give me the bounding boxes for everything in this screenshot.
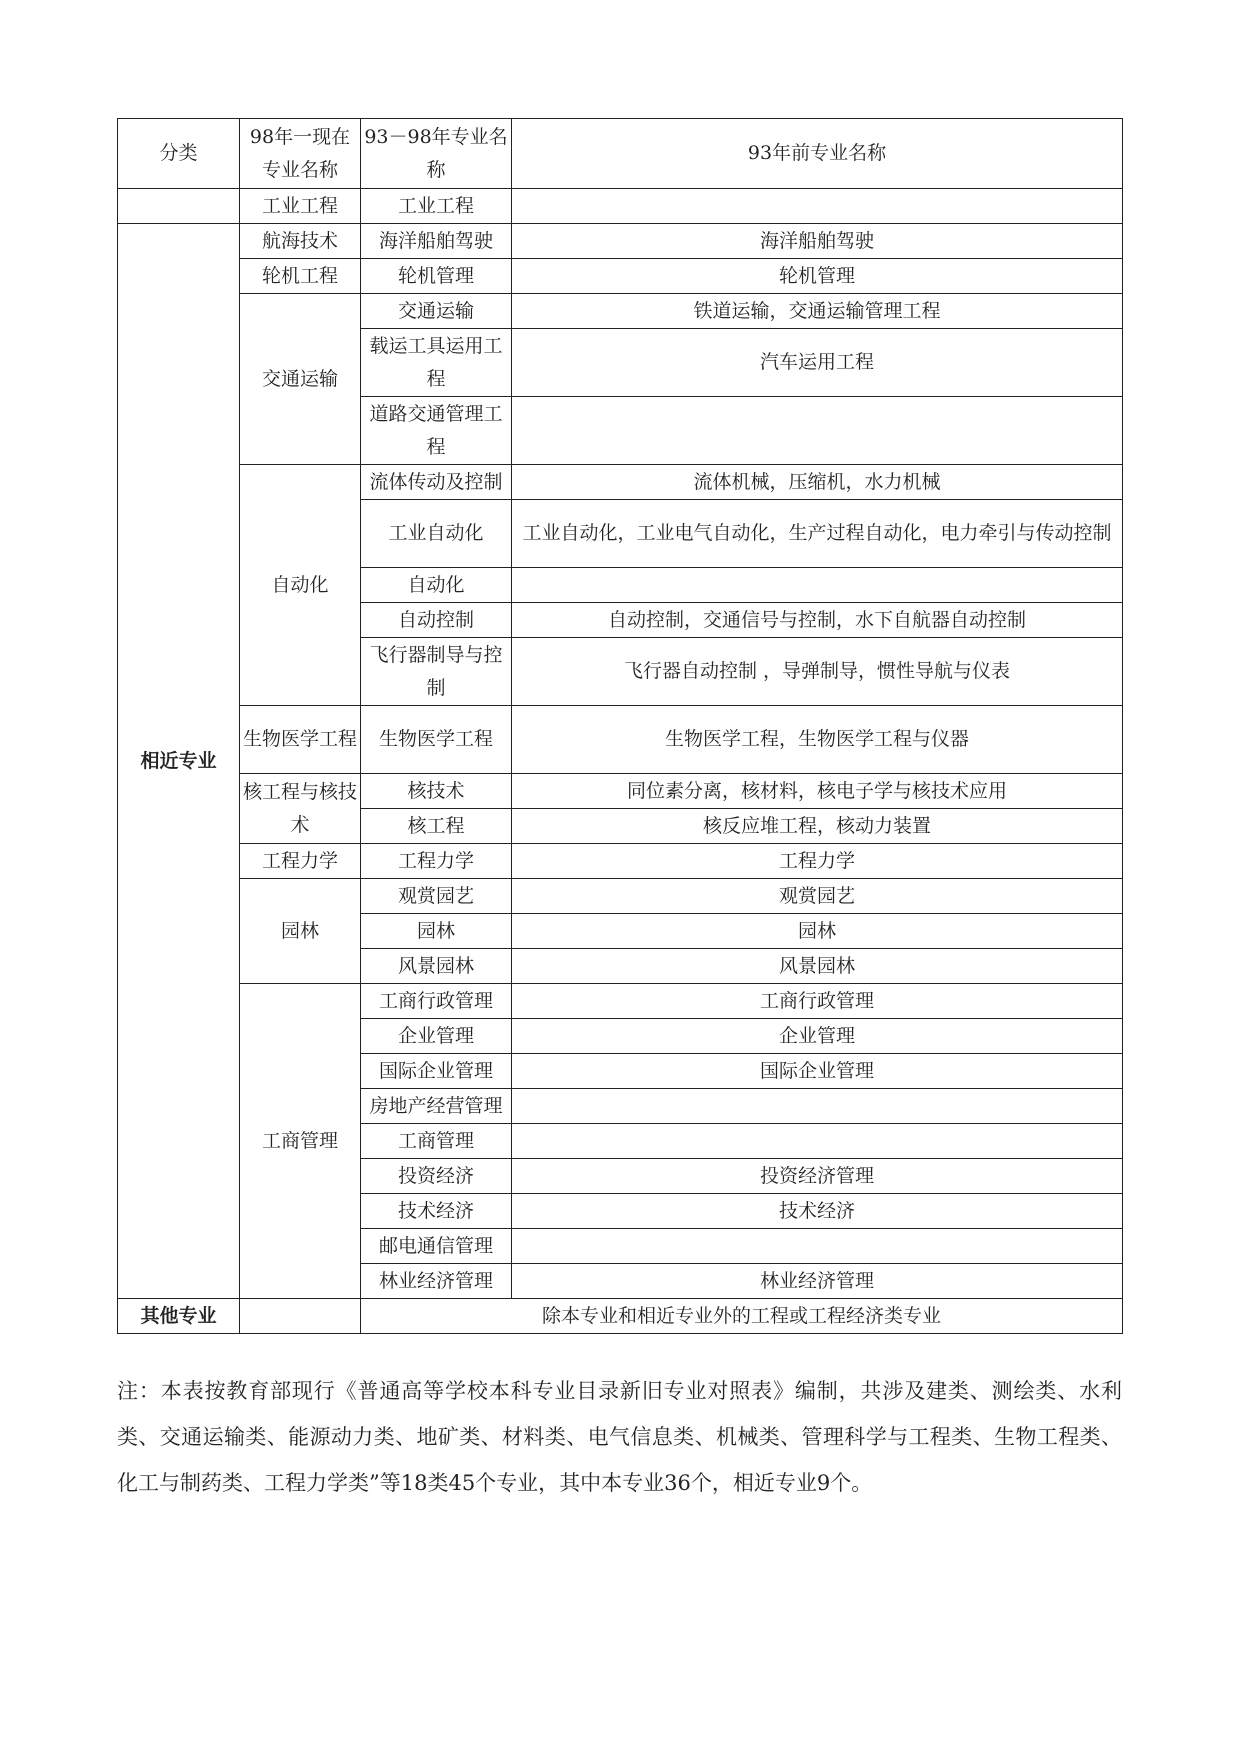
header-major-93-98: 93－98年专业名称 xyxy=(361,119,512,189)
major-93-98-cell: 海洋船舶驾驶 xyxy=(361,224,512,259)
footnote: 注：本表按教育部现行《普通高等学校本科专业目录新旧专业对照表》编制，共涉及建类、测绘类、水利类、交通运输类、能源动力类、地矿类、材料类、电气信息类、机械类、管理科学与工程类、生物工程类、化工与制药类、工程力学类”等18类45个专业，其中本专业36个，相近专业9个。 xyxy=(117,1379,1122,1495)
major-93-98-cell: 核技术 xyxy=(361,774,512,809)
major-before-93-cell: 飞行器自动控制 ，导弹制导，惯性导航与仪表 xyxy=(512,638,1123,706)
major-93-98-cell: 观赏园艺 xyxy=(361,879,512,914)
table-row xyxy=(118,1299,1123,1334)
table-row xyxy=(118,189,1123,224)
major-before-93-cell: 海洋船舶驾驶 xyxy=(512,224,1123,259)
major-93-98-cell: 自动化 xyxy=(361,568,512,603)
table-row xyxy=(118,879,1123,914)
major-93-98-cell: 工商管理 xyxy=(361,1124,512,1159)
major-since-98-cell: 园林 xyxy=(240,879,361,984)
major-93-98-cell: 工程力学 xyxy=(361,844,512,879)
major-since-98-cell: 工商管理 xyxy=(240,984,361,1299)
table-row xyxy=(118,844,1123,879)
major-93-98-cell: 企业管理 xyxy=(361,1019,512,1054)
major-93-98-cell: 交通运输 xyxy=(361,294,512,329)
header-row xyxy=(118,119,1123,189)
major-93-98-cell: 园林 xyxy=(361,914,512,949)
table-row xyxy=(118,984,1123,1019)
major-93-98-cell: 风景园林 xyxy=(361,949,512,984)
table-row xyxy=(118,774,1123,809)
major-before-93-cell: 同位素分离，核材料，核电子学与核技术应用 xyxy=(512,774,1123,809)
major-93-98-cell: 飞行器制导与控制 xyxy=(361,638,512,706)
major-before-93-cell: 观赏园艺 xyxy=(512,879,1123,914)
major-93-98-cell: 工商行政管理 xyxy=(361,984,512,1019)
category-cell: 相近专业 xyxy=(118,224,240,1299)
major-before-93-cell xyxy=(512,1229,1123,1264)
major-since-98-cell: 生物医学工程 xyxy=(240,706,361,774)
major-before-93-cell: 工业自动化，工业电气自动化，生产过程自动化，电力牵引与传动控制 xyxy=(512,500,1123,568)
major-before-93-cell xyxy=(512,189,1123,224)
other-majors-description: 除本专业和相近专业外的工程或工程经济类专业 xyxy=(361,1299,1123,1334)
major-before-93-cell: 核反应堆工程，核动力装置 xyxy=(512,809,1123,844)
major-93-98-cell: 邮电通信管理 xyxy=(361,1229,512,1264)
major-since-98-cell xyxy=(240,1299,361,1334)
major-93-98-cell: 道路交通管理工程 xyxy=(361,397,512,465)
major-93-98-cell: 自动控制 xyxy=(361,603,512,638)
table-row xyxy=(118,465,1123,500)
major-93-98-cell: 投资经济 xyxy=(361,1159,512,1194)
major-93-98-cell: 生物医学工程 xyxy=(361,706,512,774)
major-since-98-cell: 工程力学 xyxy=(240,844,361,879)
major-93-98-cell: 载运工具运用工程 xyxy=(361,329,512,397)
major-93-98-cell: 房地产经营管理 xyxy=(361,1089,512,1124)
table-row xyxy=(118,259,1123,294)
major-before-93-cell: 轮机管理 xyxy=(512,259,1123,294)
major-before-93-cell: 生物医学工程，生物医学工程与仪器 xyxy=(512,706,1123,774)
major-before-93-cell: 技术经济 xyxy=(512,1194,1123,1229)
major-before-93-cell: 工商行政管理 xyxy=(512,984,1123,1019)
major-since-98-cell: 轮机工程 xyxy=(240,259,361,294)
major-before-93-cell: 汽车运用工程 xyxy=(512,329,1123,397)
major-comparison-table xyxy=(117,118,1123,1334)
major-since-98-cell: 交通运输 xyxy=(240,294,361,465)
major-since-98-cell: 航海技术 xyxy=(240,224,361,259)
major-since-98-cell: 核工程与核技术 xyxy=(240,774,361,844)
category-cell: 其他专业 xyxy=(118,1299,240,1334)
major-before-93-cell: 风景园林 xyxy=(512,949,1123,984)
major-before-93-cell: 工程力学 xyxy=(512,844,1123,879)
major-before-93-cell xyxy=(512,568,1123,603)
major-before-93-cell: 铁道运输，交通运输管理工程 xyxy=(512,294,1123,329)
major-since-98-cell: 自动化 xyxy=(240,465,361,706)
major-before-93-cell: 投资经济管理 xyxy=(512,1159,1123,1194)
major-93-98-cell: 核工程 xyxy=(361,809,512,844)
major-93-98-cell: 技术经济 xyxy=(361,1194,512,1229)
major-93-98-cell: 国际企业管理 xyxy=(361,1054,512,1089)
table-row xyxy=(118,224,1123,259)
major-before-93-cell xyxy=(512,397,1123,465)
major-93-98-cell: 轮机管理 xyxy=(361,259,512,294)
major-before-93-cell xyxy=(512,1124,1123,1159)
category-cell xyxy=(118,189,240,224)
major-93-98-cell: 流体传动及控制 xyxy=(361,465,512,500)
major-93-98-cell: 工业工程 xyxy=(361,189,512,224)
major-before-93-cell: 流体机械，压缩机，水力机械 xyxy=(512,465,1123,500)
header-category: 分类 xyxy=(118,119,240,189)
header-major-before-93: 93年前专业名称 xyxy=(512,119,1123,189)
major-before-93-cell xyxy=(512,1089,1123,1124)
table-row xyxy=(118,706,1123,774)
major-since-98-cell: 工业工程 xyxy=(240,189,361,224)
major-93-98-cell: 工业自动化 xyxy=(361,500,512,568)
header-major-since-98: 98年一现在专业名称 xyxy=(240,119,361,189)
major-before-93-cell: 企业管理 xyxy=(512,1019,1123,1054)
table-row xyxy=(118,294,1123,329)
major-before-93-cell: 国际企业管理 xyxy=(512,1054,1123,1089)
major-before-93-cell: 自动控制，交通信号与控制，水下自航器自动控制 xyxy=(512,603,1123,638)
major-93-98-cell: 林业经济管理 xyxy=(361,1264,512,1299)
major-before-93-cell: 林业经济管理 xyxy=(512,1264,1123,1299)
major-before-93-cell: 园林 xyxy=(512,914,1123,949)
